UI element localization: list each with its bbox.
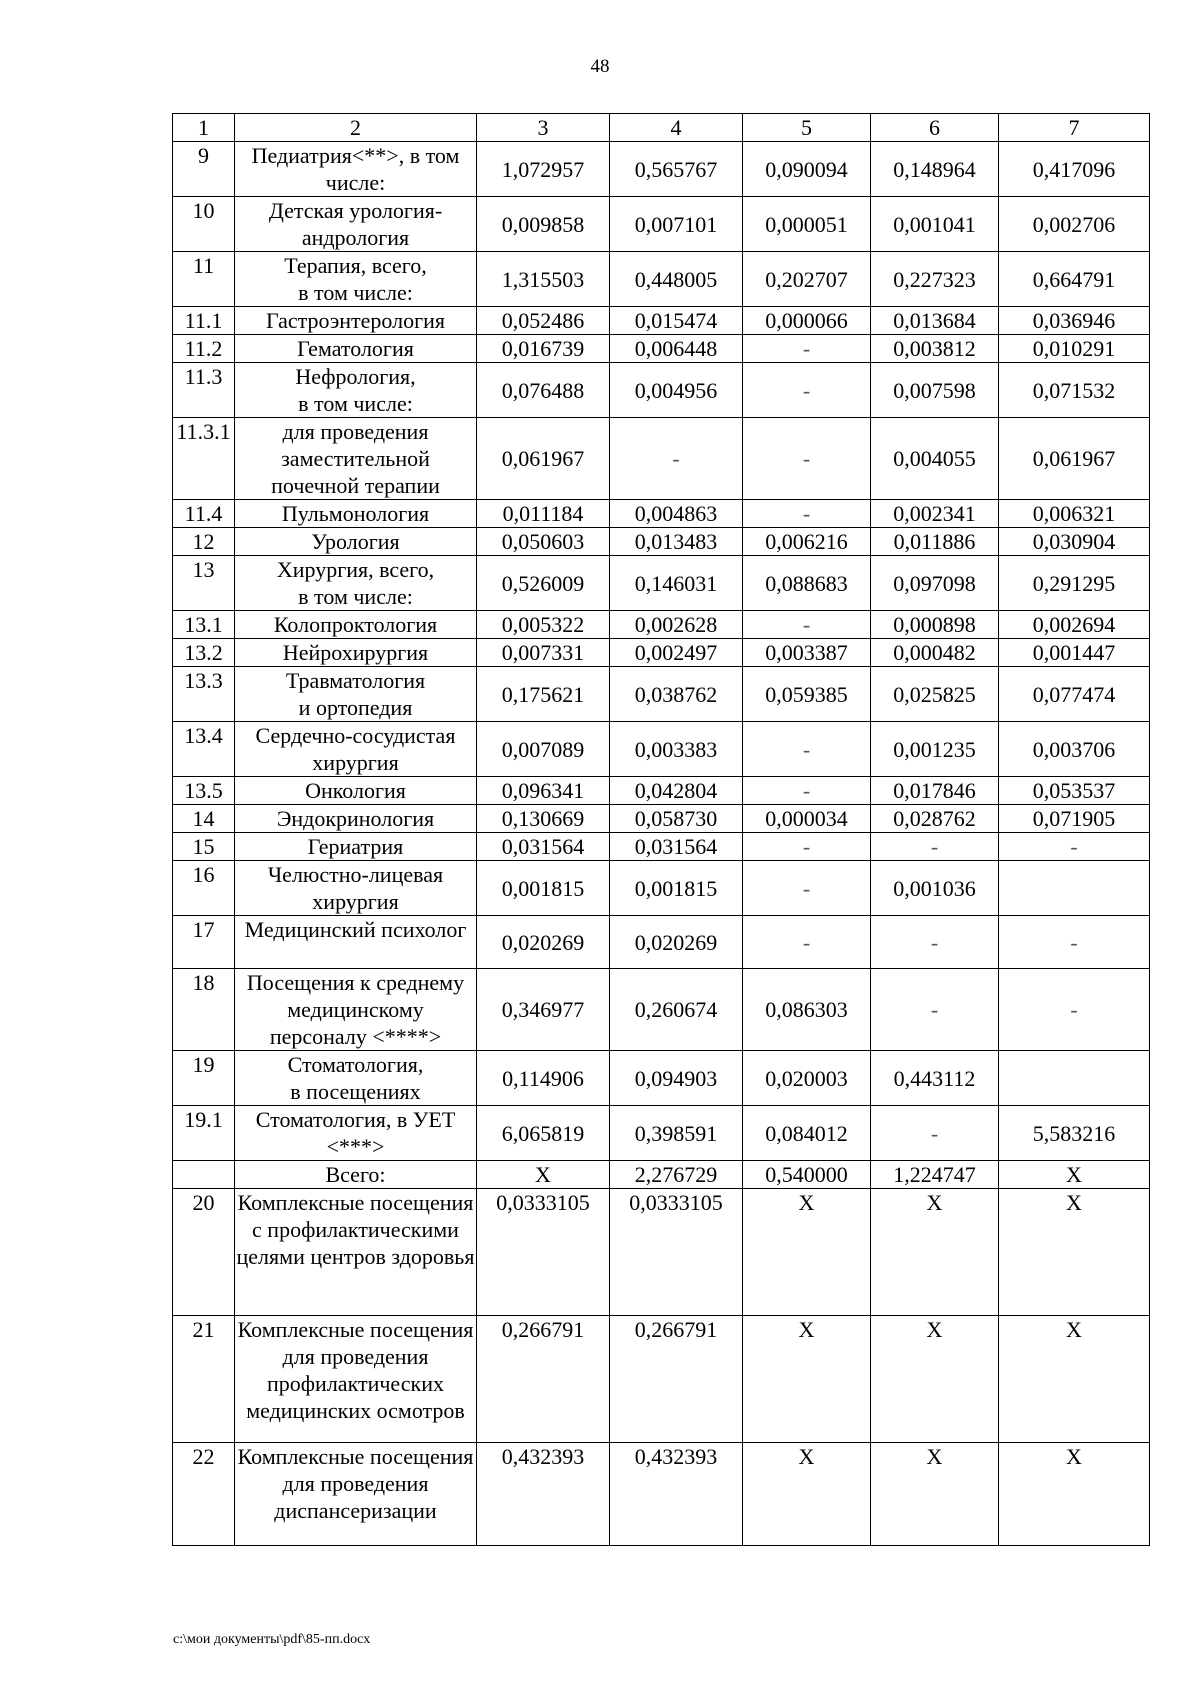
value-cell: 0,028762 xyxy=(871,805,999,833)
value-cell: 0,042804 xyxy=(610,777,743,805)
row-number: 12 xyxy=(173,528,235,556)
table-row xyxy=(173,142,1150,197)
value-cell: 0,001447 xyxy=(999,639,1150,667)
row-name: Онкология xyxy=(235,777,477,805)
table-row xyxy=(173,1161,1150,1189)
value-cell: 0,094903 xyxy=(610,1051,743,1106)
value-cell: 0,025825 xyxy=(871,667,999,722)
row-number: 13 xyxy=(173,556,235,611)
value-cell: X xyxy=(871,1316,999,1443)
value-cell: X xyxy=(999,1443,1150,1546)
value-cell: 0,013684 xyxy=(871,307,999,335)
value-cell: 0,076488 xyxy=(477,363,610,418)
row-name: Стоматология, в УЕТ <***> xyxy=(235,1106,477,1161)
value-cell: 0,071532 xyxy=(999,363,1150,418)
value-cell: - xyxy=(871,916,999,969)
value-cell: X xyxy=(743,1189,871,1316)
value-cell: 0,007331 xyxy=(477,639,610,667)
value-cell: 0,003812 xyxy=(871,335,999,363)
value-cell: 0,003383 xyxy=(610,722,743,777)
value-cell: 0,006321 xyxy=(999,500,1150,528)
value-cell: 0,031564 xyxy=(610,833,743,861)
value-cell: 0,001041 xyxy=(871,197,999,252)
value-cell: 0,000051 xyxy=(743,197,871,252)
value-cell: 0,266791 xyxy=(610,1316,743,1443)
row-number: 11.3 xyxy=(173,363,235,418)
value-cell: - xyxy=(743,722,871,777)
value-cell: 0,443112 xyxy=(871,1051,999,1106)
table-row xyxy=(173,1316,1150,1443)
value-cell: X xyxy=(477,1161,610,1189)
column-header: 4 xyxy=(610,114,743,142)
table-header-row xyxy=(173,114,1150,142)
value-cell: 0,001815 xyxy=(610,861,743,916)
row-name: Хирургия, всего, в том числе: xyxy=(235,556,477,611)
value-cell: - xyxy=(743,335,871,363)
value-cell: 0,448005 xyxy=(610,252,743,307)
table-row xyxy=(173,639,1150,667)
value-cell: 0,202707 xyxy=(743,252,871,307)
table-row xyxy=(173,611,1150,639)
value-cell: - xyxy=(743,500,871,528)
row-number: 21 xyxy=(173,1316,235,1443)
value-cell: - xyxy=(999,833,1150,861)
value-cell: 0,030904 xyxy=(999,528,1150,556)
row-name: Посещения к среднему медицинскому персоналу <****> xyxy=(235,969,477,1051)
table-row xyxy=(173,363,1150,418)
row-name: Стоматология, в посещениях xyxy=(235,1051,477,1106)
table-row xyxy=(173,861,1150,916)
value-cell: 0,346977 xyxy=(477,969,610,1051)
column-header: 5 xyxy=(743,114,871,142)
value-cell: X xyxy=(743,1316,871,1443)
value-cell: 0,061967 xyxy=(999,418,1150,500)
value-cell: - xyxy=(999,969,1150,1051)
row-number: 13.1 xyxy=(173,611,235,639)
row-number xyxy=(173,1161,235,1189)
value-cell: 0,006448 xyxy=(610,335,743,363)
value-cell: 0,011184 xyxy=(477,500,610,528)
value-cell: - xyxy=(871,833,999,861)
value-cell: 0,096341 xyxy=(477,777,610,805)
row-number: 19 xyxy=(173,1051,235,1106)
row-number: 13.3 xyxy=(173,667,235,722)
value-cell: 0,002706 xyxy=(999,197,1150,252)
row-name: Гериатрия xyxy=(235,833,477,861)
value-cell: 0,000898 xyxy=(871,611,999,639)
value-cell: 0,002694 xyxy=(999,611,1150,639)
value-cell: 0,036946 xyxy=(999,307,1150,335)
row-name: для проведения заместительной почечной терапии xyxy=(235,418,477,500)
table-row xyxy=(173,805,1150,833)
value-cell: 0,020269 xyxy=(477,916,610,969)
value-cell: 0,097098 xyxy=(871,556,999,611)
value-cell: 0,002497 xyxy=(610,639,743,667)
value-cell: - xyxy=(871,1106,999,1161)
row-name: Всего: xyxy=(235,1161,477,1189)
value-cell: 0,000066 xyxy=(743,307,871,335)
value-cell: 0,010291 xyxy=(999,335,1150,363)
row-number: 16 xyxy=(173,861,235,916)
value-cell: 0,114906 xyxy=(477,1051,610,1106)
column-header: 1 xyxy=(173,114,235,142)
value-cell: 0,017846 xyxy=(871,777,999,805)
value-cell: 0,090094 xyxy=(743,142,871,197)
row-number: 11.4 xyxy=(173,500,235,528)
row-number: 17 xyxy=(173,916,235,969)
value-cell: 0,007598 xyxy=(871,363,999,418)
column-header: 6 xyxy=(871,114,999,142)
row-name: Урология xyxy=(235,528,477,556)
table-row xyxy=(173,528,1150,556)
value-cell: 0,291295 xyxy=(999,556,1150,611)
row-number: 15 xyxy=(173,833,235,861)
value-cell: 0,432393 xyxy=(477,1443,610,1546)
value-cell: 0,007101 xyxy=(610,197,743,252)
value-cell: 5,583216 xyxy=(999,1106,1150,1161)
value-cell: - xyxy=(871,969,999,1051)
value-cell: 0,009858 xyxy=(477,197,610,252)
value-cell: 0,0333105 xyxy=(610,1189,743,1316)
value-cell: 0,0333105 xyxy=(477,1189,610,1316)
column-header: 3 xyxy=(477,114,610,142)
value-cell: X xyxy=(743,1443,871,1546)
row-name: Комплексные посещения для проведения профилактических медицинских осмотров xyxy=(235,1316,477,1443)
value-cell: 0,061967 xyxy=(477,418,610,500)
value-cell: 0,130669 xyxy=(477,805,610,833)
row-name: Сердечно-сосудистая хирургия xyxy=(235,722,477,777)
value-cell: 0,664791 xyxy=(999,252,1150,307)
value-cell: 0,565767 xyxy=(610,142,743,197)
value-cell: 0,084012 xyxy=(743,1106,871,1161)
value-cell: 0,077474 xyxy=(999,667,1150,722)
value-cell: X xyxy=(999,1189,1150,1316)
value-cell: - xyxy=(743,861,871,916)
row-number: 13.5 xyxy=(173,777,235,805)
value-cell: 0,020269 xyxy=(610,916,743,969)
table-row xyxy=(173,252,1150,307)
value-cell: - xyxy=(743,916,871,969)
value-cell: 0,001815 xyxy=(477,861,610,916)
table-row xyxy=(173,969,1150,1051)
row-name: Комплексные посещения с профилактическими целями центров здоровья xyxy=(235,1189,477,1316)
value-cell: 1,224747 xyxy=(871,1161,999,1189)
value-cell: 0,417096 xyxy=(999,142,1150,197)
value-cell: 0,004055 xyxy=(871,418,999,500)
row-number: 14 xyxy=(173,805,235,833)
row-number: 20 xyxy=(173,1189,235,1316)
row-number: 18 xyxy=(173,969,235,1051)
table-row xyxy=(173,1443,1150,1546)
value-cell: 0,006216 xyxy=(743,528,871,556)
value-cell: - xyxy=(999,916,1150,969)
value-cell: - xyxy=(743,777,871,805)
value-cell: 0,038762 xyxy=(610,667,743,722)
value-cell: - xyxy=(743,418,871,500)
value-cell: 0,005322 xyxy=(477,611,610,639)
row-name: Эндокринология xyxy=(235,805,477,833)
table-row xyxy=(173,667,1150,722)
value-cell: X xyxy=(999,1316,1150,1443)
value-cell: 0,003706 xyxy=(999,722,1150,777)
data-table xyxy=(172,113,1150,1546)
value-cell: 0,013483 xyxy=(610,528,743,556)
row-number: 11.1 xyxy=(173,307,235,335)
value-cell: 0,050603 xyxy=(477,528,610,556)
value-cell xyxy=(999,1051,1150,1106)
row-number: 11.2 xyxy=(173,335,235,363)
value-cell: 0,059385 xyxy=(743,667,871,722)
value-cell: 0,020003 xyxy=(743,1051,871,1106)
row-name: Комплексные посещения для проведения диспансеризации xyxy=(235,1443,477,1546)
row-name: Пульмонология xyxy=(235,500,477,528)
row-number: 11.3.1 xyxy=(173,418,235,500)
row-name: Медицинский психолог xyxy=(235,916,477,969)
value-cell: 1,315503 xyxy=(477,252,610,307)
value-cell: - xyxy=(743,363,871,418)
value-cell: 0,000034 xyxy=(743,805,871,833)
value-cell: - xyxy=(743,611,871,639)
row-name: Гастроэнтерология xyxy=(235,307,477,335)
value-cell: 0,540000 xyxy=(743,1161,871,1189)
value-cell: 0,071905 xyxy=(999,805,1150,833)
value-cell: 0,432393 xyxy=(610,1443,743,1546)
row-name: Терапия, всего, в том числе: xyxy=(235,252,477,307)
row-number: 13.2 xyxy=(173,639,235,667)
page-number: 48 xyxy=(590,56,610,77)
value-cell: 6,065819 xyxy=(477,1106,610,1161)
table-row xyxy=(173,500,1150,528)
table-row xyxy=(173,335,1150,363)
column-header: 2 xyxy=(235,114,477,142)
row-name: Детская урология-андрология xyxy=(235,197,477,252)
row-name: Гематология xyxy=(235,335,477,363)
value-cell: 1,072957 xyxy=(477,142,610,197)
row-name: Травматология и ортопедия xyxy=(235,667,477,722)
table-row xyxy=(173,418,1150,500)
value-cell: 0,146031 xyxy=(610,556,743,611)
column-header: 7 xyxy=(999,114,1150,142)
row-number: 11 xyxy=(173,252,235,307)
value-cell: 0,000482 xyxy=(871,639,999,667)
value-cell: 0,001235 xyxy=(871,722,999,777)
value-cell: X xyxy=(871,1443,999,1546)
value-cell: 0,260674 xyxy=(610,969,743,1051)
value-cell: 0,003387 xyxy=(743,639,871,667)
value-cell: 0,526009 xyxy=(477,556,610,611)
row-name: Нейрохирургия xyxy=(235,639,477,667)
value-cell: 0,011886 xyxy=(871,528,999,556)
table-row xyxy=(173,722,1150,777)
value-cell: X xyxy=(871,1189,999,1316)
value-cell: 0,004956 xyxy=(610,363,743,418)
value-cell: 0,015474 xyxy=(610,307,743,335)
row-number: 19.1 xyxy=(173,1106,235,1161)
value-cell: 0,088683 xyxy=(743,556,871,611)
row-name: Колопроктология xyxy=(235,611,477,639)
table-row xyxy=(173,556,1150,611)
row-name: Нефрология, в том числе: xyxy=(235,363,477,418)
value-cell: - xyxy=(610,418,743,500)
value-cell: 0,007089 xyxy=(477,722,610,777)
value-cell: 0,175621 xyxy=(477,667,610,722)
table-row xyxy=(173,1106,1150,1161)
table-row xyxy=(173,197,1150,252)
table-row xyxy=(173,307,1150,335)
row-number: 9 xyxy=(173,142,235,197)
value-cell: 0,058730 xyxy=(610,805,743,833)
table-row xyxy=(173,1189,1150,1316)
value-cell: 0,266791 xyxy=(477,1316,610,1443)
table-row xyxy=(173,833,1150,861)
value-cell: 0,398591 xyxy=(610,1106,743,1161)
table-row xyxy=(173,777,1150,805)
value-cell xyxy=(999,861,1150,916)
value-cell: 0,016739 xyxy=(477,335,610,363)
row-number: 13.4 xyxy=(173,722,235,777)
value-cell: 0,227323 xyxy=(871,252,999,307)
value-cell: 0,004863 xyxy=(610,500,743,528)
value-cell: 0,086303 xyxy=(743,969,871,1051)
row-number: 10 xyxy=(173,197,235,252)
row-name: Челюстно-лицевая хирургия xyxy=(235,861,477,916)
file-path-footer: c:\мои документы\pdf\85-пп.docx xyxy=(173,1632,371,1647)
value-cell: - xyxy=(743,833,871,861)
row-number: 22 xyxy=(173,1443,235,1546)
value-cell: 0,002628 xyxy=(610,611,743,639)
value-cell: 0,148964 xyxy=(871,142,999,197)
value-cell: X xyxy=(999,1161,1150,1189)
value-cell: 0,001036 xyxy=(871,861,999,916)
value-cell: 0,002341 xyxy=(871,500,999,528)
table-row xyxy=(173,1051,1150,1106)
value-cell: 2,276729 xyxy=(610,1161,743,1189)
row-name: Педиатрия<**>, в том числе: xyxy=(235,142,477,197)
value-cell: 0,052486 xyxy=(477,307,610,335)
value-cell: 0,031564 xyxy=(477,833,610,861)
table-row xyxy=(173,916,1150,969)
value-cell: 0,053537 xyxy=(999,777,1150,805)
